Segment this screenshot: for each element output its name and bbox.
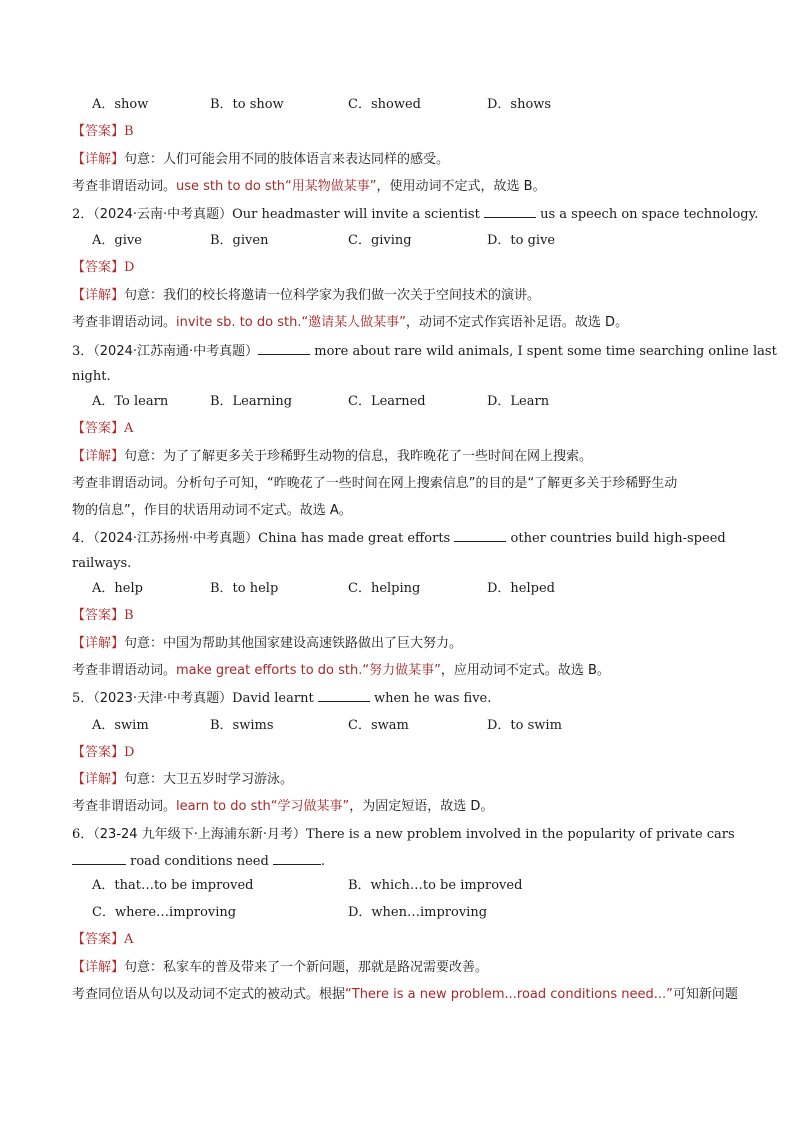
explain-highlight: “There is a new problem...road conditions need...” bbox=[345, 987, 673, 1002]
q4-answer bbox=[72, 607, 134, 625]
detail-text: 句意：大卫五岁时学习游泳。 bbox=[124, 772, 294, 787]
q2-detail bbox=[72, 287, 540, 305]
question-source: （2024·云南·中考真题） bbox=[93, 207, 233, 222]
q1-answer bbox=[72, 123, 134, 141]
answer-blank-1[interactable] bbox=[72, 852, 126, 865]
q2-answer bbox=[72, 259, 134, 277]
q4-option-a[interactable]: A．help bbox=[92, 581, 143, 596]
q5-detail bbox=[72, 771, 293, 789]
stem-text: us a speech on space technology. bbox=[540, 207, 759, 222]
detail-text: 句意：我们的校长将邀请一位科学家为我们做一次关于空间技术的演讲。 bbox=[124, 288, 541, 303]
detail-text: 句意：为了了解更多关于珍稀野生动物的信息，我昨晚花了一些时间在网上搜索。 bbox=[124, 449, 593, 464]
q3-option-d[interactable]: D．Learn bbox=[487, 394, 550, 409]
q5-answer bbox=[72, 744, 134, 762]
q4-option-d[interactable]: D．helped bbox=[487, 581, 555, 596]
question-source: （23-24 九年级下·上海浦东新·月考） bbox=[93, 827, 306, 842]
explain-highlight: learn to do sth“学习做某事” bbox=[176, 799, 350, 814]
answer-value: D bbox=[124, 260, 135, 275]
q6-detail bbox=[72, 959, 488, 977]
explain-suffix: 可知新问题 bbox=[672, 987, 738, 1002]
answer-value: A bbox=[124, 421, 134, 436]
q3-explanation-line1: 考查非谓语动词。分析句子可知，“昨晚花了一些时间在网上搜索信息”的目的是“了解更多关于珍稀野生动 bbox=[72, 476, 678, 491]
stem-text: other countries build high-speed bbox=[510, 531, 726, 546]
q4-explanation bbox=[72, 662, 610, 680]
explain-suffix: ，动词不定式作宾语补足语。故选 D。 bbox=[405, 315, 629, 330]
q1-option-c[interactable]: C．showed bbox=[348, 97, 421, 112]
q3-option-c[interactable]: C．Learned bbox=[348, 394, 426, 409]
question-number: 4． bbox=[72, 531, 94, 546]
q1-detail bbox=[72, 151, 449, 169]
q2-option-b[interactable]: B．given bbox=[210, 233, 269, 248]
answer-label: 【答案】 bbox=[72, 932, 125, 947]
q4-stem bbox=[72, 529, 726, 548]
q3-detail bbox=[72, 448, 592, 466]
answer-blank[interactable] bbox=[454, 529, 506, 542]
answer-value: A bbox=[124, 932, 134, 947]
stem-text: road conditions need bbox=[130, 854, 269, 869]
q6-option-c[interactable]: C．where…improving bbox=[92, 905, 237, 920]
question-number: 3． bbox=[72, 344, 94, 359]
detail-label: 【详解】 bbox=[72, 449, 125, 464]
q4-stem-cont: railways. bbox=[72, 556, 132, 571]
q3-answer bbox=[72, 420, 133, 438]
q6-explanation bbox=[72, 986, 738, 1004]
answer-blank[interactable] bbox=[318, 689, 370, 702]
detail-text: 句意：私家车的普及带来了一个新问题，那就是路况需要改善。 bbox=[124, 960, 489, 975]
detail-text: 句意：人们可能会用不同的肢体语言来表达同样的感受。 bbox=[124, 152, 450, 167]
q2-explanation bbox=[72, 314, 628, 332]
explain-prefix: 考查非谓语动词。 bbox=[72, 663, 177, 678]
q5-explanation bbox=[72, 798, 493, 816]
stem-text: China has made great efforts bbox=[258, 531, 451, 546]
q2-option-a[interactable]: A．give bbox=[92, 233, 142, 248]
q1-option-a[interactable]: A．show bbox=[92, 97, 149, 112]
q2-stem bbox=[72, 205, 758, 224]
detail-label: 【详解】 bbox=[72, 288, 125, 303]
q2-option-c[interactable]: C．giving bbox=[348, 233, 412, 248]
q4-option-c[interactable]: C．helping bbox=[348, 581, 421, 596]
stem-text: when he was five. bbox=[373, 691, 492, 706]
answer-label: 【答案】 bbox=[72, 421, 125, 436]
q1-option-d[interactable]: D．shows bbox=[487, 97, 552, 112]
explain-suffix: ，使用动词不定式，故选 B。 bbox=[376, 179, 546, 194]
question-number: 5． bbox=[72, 691, 94, 706]
question-source: （2024·江苏扬州·中考真题） bbox=[93, 531, 259, 546]
explain-suffix: ，为固定短语，故选 D。 bbox=[349, 799, 494, 814]
answer-blank-2[interactable] bbox=[273, 852, 321, 865]
stem-text: Our headmaster will invite a scientist bbox=[232, 207, 480, 222]
q5-option-c[interactable]: C．swam bbox=[348, 718, 409, 733]
q6-option-d[interactable]: D．when…improving bbox=[348, 905, 488, 920]
q5-option-a[interactable]: A．swim bbox=[92, 718, 149, 733]
answer-value: D bbox=[124, 745, 135, 760]
q6-stem bbox=[72, 826, 735, 844]
stem-text: more about rare wild animals, I spent some time searching online last bbox=[314, 344, 777, 359]
q3-stem bbox=[72, 342, 777, 361]
explain-prefix: 考查非谓语动词。 bbox=[72, 799, 177, 814]
detail-label: 【详解】 bbox=[72, 772, 125, 787]
answer-label: 【答案】 bbox=[72, 260, 125, 275]
question-source: （2023·天津·中考真题） bbox=[93, 691, 233, 706]
q3-option-b[interactable]: B．Learning bbox=[210, 394, 293, 409]
q6-answer bbox=[72, 931, 133, 949]
detail-label: 【详解】 bbox=[72, 152, 125, 167]
q2-option-d[interactable]: D．to give bbox=[487, 233, 556, 248]
explain-highlight: make great efforts to do sth.“努力做某事” bbox=[176, 663, 441, 678]
q5-option-b[interactable]: B．swims bbox=[210, 718, 274, 733]
q1-option-b[interactable]: B．to show bbox=[210, 97, 284, 112]
q6-option-a[interactable]: A．that…to be improved bbox=[92, 878, 254, 893]
q6-stem-cont: road conditions need . bbox=[72, 852, 325, 871]
q3-stem-cont: night. bbox=[72, 369, 111, 384]
answer-blank[interactable] bbox=[258, 342, 310, 355]
explain-prefix: 考查同位语从句以及动词不定式的被动式。根据 bbox=[72, 987, 346, 1002]
answer-label: 【答案】 bbox=[72, 745, 125, 760]
explain-prefix: 考查非谓语动词。 bbox=[72, 179, 177, 194]
q1-explanation bbox=[72, 178, 546, 196]
answer-value: B bbox=[124, 608, 134, 623]
answer-blank[interactable] bbox=[484, 205, 536, 218]
q4-option-b[interactable]: B．to help bbox=[210, 581, 279, 596]
detail-label: 【详解】 bbox=[72, 960, 125, 975]
question-source: （2024·江苏南通·中考真题） bbox=[93, 344, 259, 359]
q4-detail bbox=[72, 635, 462, 653]
detail-text: 句意：中国为帮助其他国家建设高速铁路做出了巨大努力。 bbox=[124, 636, 463, 651]
answer-label: 【答案】 bbox=[72, 124, 125, 139]
q5-stem bbox=[72, 689, 491, 708]
explain-highlight: invite sb. to do sth.“邀请某人做某事” bbox=[176, 315, 406, 330]
explain-highlight: use sth to do sth“用某物做某事” bbox=[176, 179, 377, 194]
explain-prefix: 考查非谓语动词。 bbox=[72, 315, 177, 330]
question-number: 6． bbox=[72, 827, 94, 842]
q5-option-d[interactable]: D．to swim bbox=[487, 718, 562, 733]
q6-option-b[interactable]: B．which…to be improved bbox=[348, 878, 523, 893]
question-number: 2． bbox=[72, 207, 94, 222]
stem-text: There is a new problem involved in the popularity of private cars bbox=[305, 827, 735, 842]
q3-option-a[interactable]: A．To learn bbox=[92, 394, 169, 409]
detail-label: 【详解】 bbox=[72, 636, 125, 651]
explain-suffix: ，应用动词不定式。故选 B。 bbox=[440, 663, 610, 678]
answer-label: 【答案】 bbox=[72, 608, 125, 623]
q3-explanation-line2: 物的信息”，作目的状语用动词不定式。故选 A。 bbox=[72, 503, 352, 518]
answer-value: B bbox=[124, 124, 134, 139]
stem-text: David learnt bbox=[232, 691, 314, 706]
